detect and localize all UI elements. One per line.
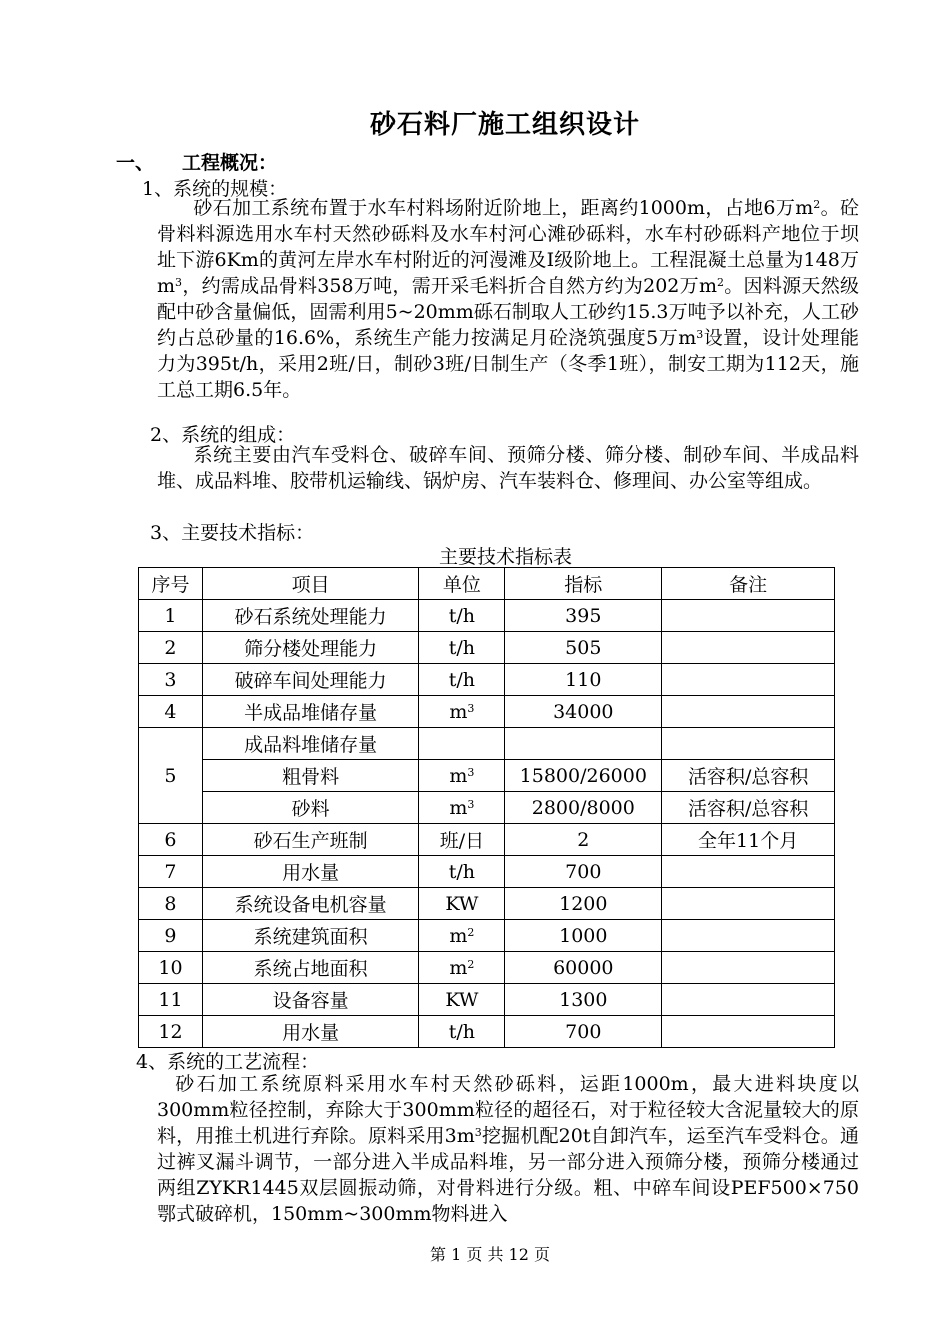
table-cell <box>662 696 835 728</box>
subheading-tech-indicators: 3、主要技术指标： <box>150 522 315 544</box>
table-cell: 700 <box>505 1016 662 1048</box>
table-cell: KW <box>419 984 505 1016</box>
table-cell: 设备容量 <box>202 984 419 1016</box>
table-cell: $m^3$ <box>419 792 505 824</box>
table-cell: 2 <box>505 824 662 856</box>
table-cell: 粗骨料 <box>202 760 419 792</box>
table-cell: 34000 <box>505 696 662 728</box>
table-cell: 10 <box>139 952 203 984</box>
page-footer: 第 1 页 共 12 页 <box>430 1245 550 1264</box>
table-cell: t/h <box>419 1016 505 1048</box>
table-cell: t/h <box>419 600 505 632</box>
table-cell: $m^3$ <box>419 760 505 792</box>
table-cell: 9 <box>139 920 203 952</box>
table-cell: 筛分楼处理能力 <box>202 632 419 664</box>
section-heading-overview <box>116 148 277 175</box>
table-row <box>139 792 835 824</box>
table-cell: 班/日 <box>419 824 505 856</box>
table-cell: 破碎车间处理能力 <box>202 664 419 696</box>
subheading-composition: 2、系统的组成： <box>150 424 296 446</box>
paragraph-process-flow <box>157 1071 859 1227</box>
table-cell: 15800/26000 <box>505 760 662 792</box>
header-cell: 序号 <box>139 568 203 600</box>
paragraph-process-flow-text: 砂石加工系统原料采用水车村天然砂砾料，运距1000m，最大进料块度以300mm粒径控制，弃除大于300mm粒径的超径石，对于粒径较大含泥量较大的原料，用推土机进行弃除。原料采用$3m^3$挖掘机配20t自卸汽车，运至汽车受料仓。通过裤叉漏斗调节，一部分进入半成品料堆，另一部分进入预筛分楼，预筛分楼通过两组ZYKR1445双层圆振动筛，对骨料进行分级。粗、中碎车间设PEF500×750鄂式破碎机，150mm~300mm物料进入 <box>157 1073 859 1225</box>
table-cell: 4 <box>139 696 203 728</box>
table-row <box>139 600 835 632</box>
table-row <box>139 920 835 952</box>
table-caption: 主要技术指标表 <box>438 546 572 568</box>
table-row <box>139 632 835 664</box>
table-cell: 成品料堆储存量 <box>202 728 419 760</box>
table-cell: 12 <box>139 1016 203 1048</box>
subheading-scale: 1、系统的规模： <box>142 178 288 200</box>
table-row <box>139 952 835 984</box>
table-row <box>139 1016 835 1048</box>
table-cell <box>662 1016 835 1048</box>
table-cell: 1000 <box>505 920 662 952</box>
table-row <box>139 664 835 696</box>
table-cell: 1 <box>139 600 203 632</box>
paragraph-composition <box>157 442 859 494</box>
table-cell: 用水量 <box>202 1016 419 1048</box>
paragraph-scale <box>157 195 859 403</box>
table-cell <box>662 632 835 664</box>
table-cell: 2800/8000 <box>505 792 662 824</box>
table-cell: 6 <box>139 824 203 856</box>
paragraph-composition-text: 系统主要由汽车受料仓、破碎车间、预筛分楼、筛分楼、制砂车间、半成品料堆、成品料堆、胶带机运输线、锅炉房、汽车装料仓、修理间、办公室等组成。 <box>157 444 859 492</box>
table-cell <box>662 600 835 632</box>
table-cell: t/h <box>419 856 505 888</box>
table-row <box>139 856 835 888</box>
section-heading-text: 工程概况： <box>182 152 278 174</box>
table-cell <box>662 728 835 760</box>
table-cell: 系统建筑面积 <box>202 920 419 952</box>
header-cell: 单位 <box>419 568 505 600</box>
table-cell: $m^2$ <box>419 920 505 952</box>
table-cell: 7 <box>139 856 203 888</box>
table-cell: 砂料 <box>202 792 419 824</box>
table-cell: 系统设备电机容量 <box>202 888 419 920</box>
table-row <box>139 760 835 792</box>
table-cell: $m^3$ <box>419 696 505 728</box>
table-cell: 活容积/总容积 <box>662 760 835 792</box>
table-body <box>139 600 835 1048</box>
header-cell: 备注 <box>662 568 835 600</box>
document-title: 砂石料厂施工组织设计 <box>369 110 640 140</box>
table-row <box>139 888 835 920</box>
table-cell: 8 <box>139 888 203 920</box>
table-cell: t/h <box>419 664 505 696</box>
header-cell: 项目 <box>202 568 419 600</box>
table-cell: KW <box>419 888 505 920</box>
table-cell: 砂石生产班制 <box>202 824 419 856</box>
table-cell: 砂石系统处理能力 <box>202 600 419 632</box>
table-cell <box>419 728 505 760</box>
table-cell: 3 <box>139 664 203 696</box>
table-cell: 700 <box>505 856 662 888</box>
table-header-row <box>139 568 835 600</box>
table-cell <box>662 984 835 1016</box>
table-cell: 1300 <box>505 984 662 1016</box>
tech-indicators-table <box>138 567 835 1048</box>
table-cell: 系统占地面积 <box>202 952 419 984</box>
table-cell: 活容积/总容积 <box>662 792 835 824</box>
table-cell: 半成品堆储存量 <box>202 696 419 728</box>
table-cell <box>662 920 835 952</box>
subheading-process-flow: 4、系统的工艺流程： <box>136 1051 320 1073</box>
table-cell: 全年11个月 <box>662 824 835 856</box>
table-cell <box>662 664 835 696</box>
table-row <box>139 728 835 760</box>
table-cell: 2 <box>139 632 203 664</box>
table-cell: 用水量 <box>202 856 419 888</box>
table-cell: 505 <box>505 632 662 664</box>
section-number: 一、 <box>116 152 155 174</box>
table-cell: t/h <box>419 632 505 664</box>
table-cell: 60000 <box>505 952 662 984</box>
table-cell <box>505 728 662 760</box>
table-cell: 5 <box>139 728 203 824</box>
table-cell <box>662 888 835 920</box>
table-cell: 1200 <box>505 888 662 920</box>
table-cell <box>662 952 835 984</box>
table-cell: $m^2$ <box>419 952 505 984</box>
table-cell: 395 <box>505 600 662 632</box>
table-cell <box>662 856 835 888</box>
table-cell: 110 <box>505 664 662 696</box>
table-row <box>139 984 835 1016</box>
table-row <box>139 696 835 728</box>
table-row <box>139 824 835 856</box>
header-cell: 指标 <box>505 568 662 600</box>
paragraph-scale-text: 砂石加工系统布置于水车村料场附近阶地上，距离约1000m，占地6万$m^2$。砼骨料料源选用水车村天然砂砾料及水车村河心滩砂砾料，水车村砂砾料产地位于坝址下游6Km的黄河左岸水车村附近的河漫滩及Ⅰ级阶地上。工程混凝土总量为148万$m^3$，约需成品骨料358万吨，需开采毛料折合自然方约为202万$m^2$。因料源天然级配中砂含量偏低，固需利用5~20mm砾石制取人工砂约15.3万吨予以补充，人工砂约占总砂量的16.6%，系统生产能力按满足月砼浇筑强度5万$m^3$设置，设计处理能力为395t/h，采用2班/日，制砂3班/日制生产（冬季1班），制安工期为112天，施工总工期6.5年。 <box>157 197 859 401</box>
table-cell: 11 <box>139 984 203 1016</box>
